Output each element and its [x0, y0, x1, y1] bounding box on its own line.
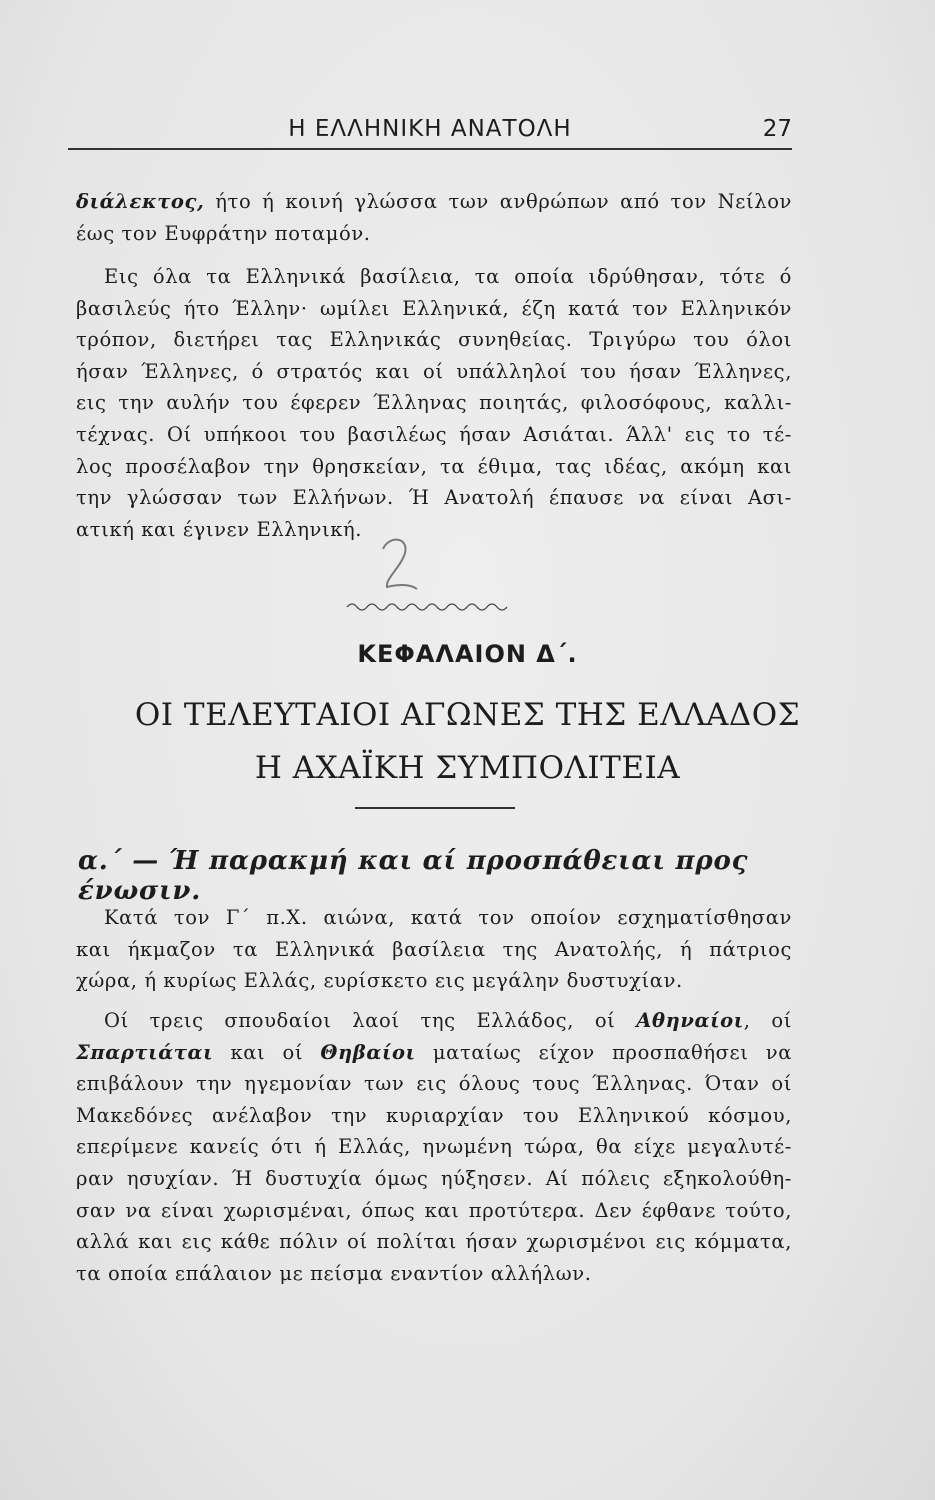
text-fragment: ματαίως είχον προσπαθήσει να: [415, 1040, 792, 1064]
text-line: εις την αυλήν του έφερεν Έλληνας ποιητάς, φιλοσόφους, καλλι-: [76, 391, 792, 415]
chapter-label: ΚΕΦΑΛΑΙΟΝ Δ΄.: [357, 640, 578, 668]
paragraph-3: [76, 902, 792, 997]
text-line: χώρα, ή κυρίως Ελλάς, ευρίσκετο εις μεγάλην δυστυχίαν.: [76, 969, 683, 993]
section-heading: α.΄ — Ή παρακμή και αί προσπάθειαι προς ένωσιν.: [78, 846, 749, 906]
handwritten-mark-icon: [365, 527, 435, 597]
emphasized-word: Σπαρτιάται: [76, 1040, 214, 1064]
emphasized-word: Θηβαίοι: [320, 1040, 416, 1064]
wavy-divider-icon: [345, 600, 515, 614]
paragraph-1: [76, 186, 792, 249]
text-fragment: Οί τρεις σπουδαίοι λαοί της Ελλάδος, οί: [104, 1009, 637, 1032]
text-line: ήσαν Έλληνες, ό στρατός και οί υπάλληλοί του ήσαν Έλληνες,: [76, 359, 792, 383]
page-number: 27: [762, 116, 792, 142]
text-line: σαν να είναι χωρισμέναι, όπως και προτύτερα. Δεν έφθανε τούτο,: [76, 1198, 792, 1222]
emphasized-word: διάλεκτος,: [76, 190, 205, 213]
text-fragment: ήτο ή κοινή γλώσσα των ανθρώπων από τον Νείλον: [204, 190, 792, 213]
text-line: επερίμενε κανείς ότι ή Ελλάς, ηνωμένη τώρα, θα είχε μεγαλυτέ-: [76, 1135, 792, 1159]
text-line: την γλώσσαν των Ελλήνων. Ή Ανατολή έπαυσε να είναι Ασι-: [76, 486, 792, 510]
text-line: Μακεδόνες ανέλαβον την κυριαρχίαν του Ελληνικού κόσμου,: [76, 1103, 792, 1127]
text-line: Κατά τον Γ΄ π.Χ. αιώνα, κατά τον οποίον εσχηματίσθησαν: [104, 906, 792, 929]
paragraph-4: [76, 1005, 792, 1289]
running-header-title: Η ΕΛΛΗΝΙΚΗ ΑΝΑΤΟΛΗ: [288, 116, 572, 142]
text-fragment: , οί: [743, 1009, 792, 1032]
text-line: [76, 186, 792, 218]
text-line: [76, 1005, 792, 1037]
text-line: έως τον Ευφράτην ποταμόν.: [76, 221, 371, 245]
text-line: [76, 1037, 792, 1069]
text-line: τρόπον, διετήρει τας Ελληνικάς συνηθείας. Τριγύρω του όλοι: [76, 328, 792, 352]
text-line: ατική και έγινεν Ελληνική.: [76, 517, 363, 541]
text-line: τέχνας. Οί υπήκοοι του βασιλέως ήσαν Ασιάται. Άλλ' εις το τέ-: [76, 422, 792, 446]
emphasized-word: Αθηναίοι: [636, 1009, 744, 1032]
running-header: [68, 108, 792, 150]
text-line: αλλά και εις κάθε πόλιν οί πολίται ήσαν χωρισμένοι εις κόμματα,: [76, 1230, 792, 1254]
text-line: λος προσέλαβον την θρησκείαν, τα έθιμα, τας ιδέας, ακόμη και: [76, 454, 792, 478]
text-line: Εις όλα τα Ελληνικά βασίλεια, τα οποία ιδρύθησαν, τότε ό: [104, 265, 792, 288]
text-fragment: και οί: [213, 1040, 321, 1064]
divider-rule: [355, 807, 515, 809]
text-line: τα οποία επάλαιον με πείσμα εναντίον αλλήλων.: [76, 1261, 592, 1285]
chapter-title-line-2: Η ΑΧΑΪΚΗ ΣΥΜΠΟΛΙΤΕΙΑ: [254, 750, 681, 786]
chapter-title-line-1: ΟΙ ΤΕΛΕΥΤΑΙΟΙ ΑΓΩΝΕΣ ΤΗΣ ΕΛΛΑΔΟΣ: [134, 697, 801, 733]
text-line: βασιλεύς ήτο Έλλην· ωμίλει Ελληνικά, έζη κατά τον Ελληνικόν: [76, 296, 792, 320]
text-line: ραν ησυχίαν. Ή δυστυχία όμως ηύξησεν. Αί πόλεις εξηκολούθη-: [76, 1166, 792, 1190]
text-line: και ήκμαζον τα Ελληνικά βασίλεια της Ανατολής, ή πάτριος: [76, 937, 792, 961]
paragraph-2: [76, 261, 792, 545]
text-line: επιβάλουν την ηγεμονίαν των εις όλους τους Έλληνας. Όταν οί: [76, 1072, 792, 1096]
